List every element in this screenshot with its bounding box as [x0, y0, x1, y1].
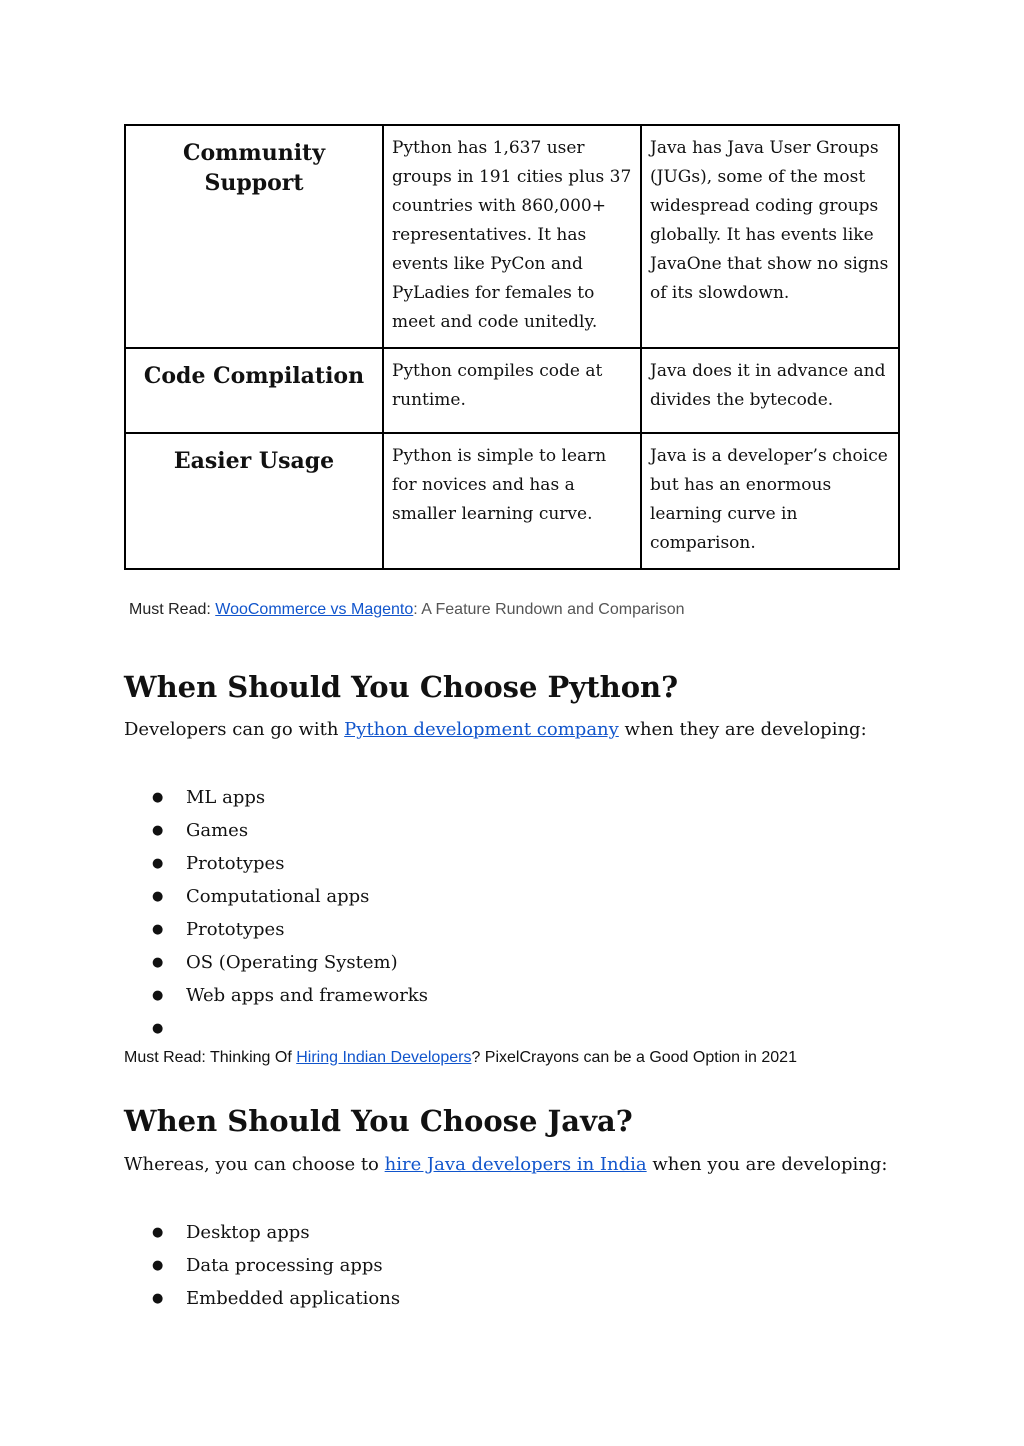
list-item: [152, 781, 428, 814]
hiring-indian-developers-link[interactable]: Hiring Indian Developers: [296, 1049, 472, 1066]
comparison-table-wrapper: [124, 124, 898, 570]
must-read-prefix: Must Read: Thinking Of: [124, 1049, 297, 1066]
list-item-text: Computational apps: [186, 886, 370, 907]
list-item-text: Embedded applications: [186, 1288, 401, 1309]
list-item-text: Games: [186, 820, 249, 841]
java-intro-paragraph: [124, 1154, 887, 1175]
bullet-icon: ●: [152, 889, 164, 904]
python-cell: Python has 1,637 user groups in 191 cities plus 37 countries with 860,000+ representatives. It has events like PyCon and PyLadies for females to meet and code unitedly.: [383, 125, 641, 348]
feature-cell: Community Support: [125, 125, 383, 348]
python-intro-after: when they are developing:: [618, 719, 867, 740]
bullet-icon: ●: [152, 1291, 164, 1306]
list-item: [152, 913, 428, 946]
java-cell: Java does it in advance and divides the bytecode.: [641, 348, 899, 433]
table-row: [125, 433, 899, 569]
table-row: [125, 125, 899, 348]
bullet-icon: ●: [152, 856, 164, 871]
bullet-icon: ●: [152, 955, 164, 970]
woocommerce-vs-magento-link[interactable]: WooCommerce vs Magento: [215, 601, 414, 618]
python-intro-paragraph: [124, 719, 867, 740]
python-intro-before: Developers can go with: [124, 719, 345, 740]
comparison-table: [124, 124, 900, 570]
list-item: [152, 1249, 400, 1282]
list-item-text: Prototypes: [186, 919, 285, 940]
must-read-prefix: Must Read:: [129, 601, 216, 618]
python-development-company-link[interactable]: Python development company: [344, 719, 619, 740]
bullet-icon: ●: [152, 1021, 164, 1036]
java-cell: Java has Java User Groups (JUGs), some of the most widespread coding groups globally. It has events like JavaOne that show no signs of its slowdown.: [641, 125, 899, 348]
list-item-text: Data processing apps: [186, 1255, 383, 1276]
python-use-case-list: [152, 781, 428, 1045]
list-item: [152, 814, 428, 847]
must-read-suffix: : A Feature Rundown and Comparison: [413, 601, 685, 618]
java-cell: Java is a developer’s choice but has an enormous learning curve in comparison.: [641, 433, 899, 569]
must-read-woocommerce: [129, 601, 685, 619]
java-section-heading: When Should You Choose Java?: [124, 1104, 633, 1138]
bullet-icon: ●: [152, 1258, 164, 1273]
list-item-text: ML apps: [186, 787, 266, 808]
list-item-text: Web apps and frameworks: [186, 985, 428, 1006]
list-item: [152, 880, 428, 913]
list-item-text: Desktop apps: [186, 1222, 310, 1243]
java-intro-before: Whereas, you can choose to: [124, 1154, 385, 1175]
list-item: [152, 1216, 400, 1249]
feature-cell: Easier Usage: [125, 433, 383, 569]
python-section-heading: When Should You Choose Python?: [124, 670, 679, 704]
bullet-icon: ●: [152, 790, 164, 805]
list-item: [152, 847, 428, 880]
must-read-hiring: [124, 1049, 797, 1067]
bullet-icon: ●: [152, 823, 164, 838]
table-row: [125, 348, 899, 433]
bullet-icon: ●: [152, 988, 164, 1003]
java-intro-after: when you are developing:: [646, 1154, 888, 1175]
list-item: [152, 979, 428, 1012]
list-item: [152, 946, 428, 979]
python-cell: Python compiles code at runtime.: [383, 348, 641, 433]
feature-cell: Code Compilation: [125, 348, 383, 433]
list-item: [152, 1012, 428, 1045]
hire-java-developers-link[interactable]: hire Java developers in India: [384, 1154, 647, 1175]
java-use-case-list: [152, 1216, 400, 1315]
python-cell: Python is simple to learn for novices and has a smaller learning curve.: [383, 433, 641, 569]
bullet-icon: ●: [152, 922, 164, 937]
bullet-icon: ●: [152, 1225, 164, 1240]
list-item-text: OS (Operating System): [186, 952, 398, 973]
must-read-suffix: ? PixelCrayons can be a Good Option in 2021: [471, 1049, 797, 1066]
list-item: [152, 1282, 400, 1315]
list-item-text: Prototypes: [186, 853, 285, 874]
